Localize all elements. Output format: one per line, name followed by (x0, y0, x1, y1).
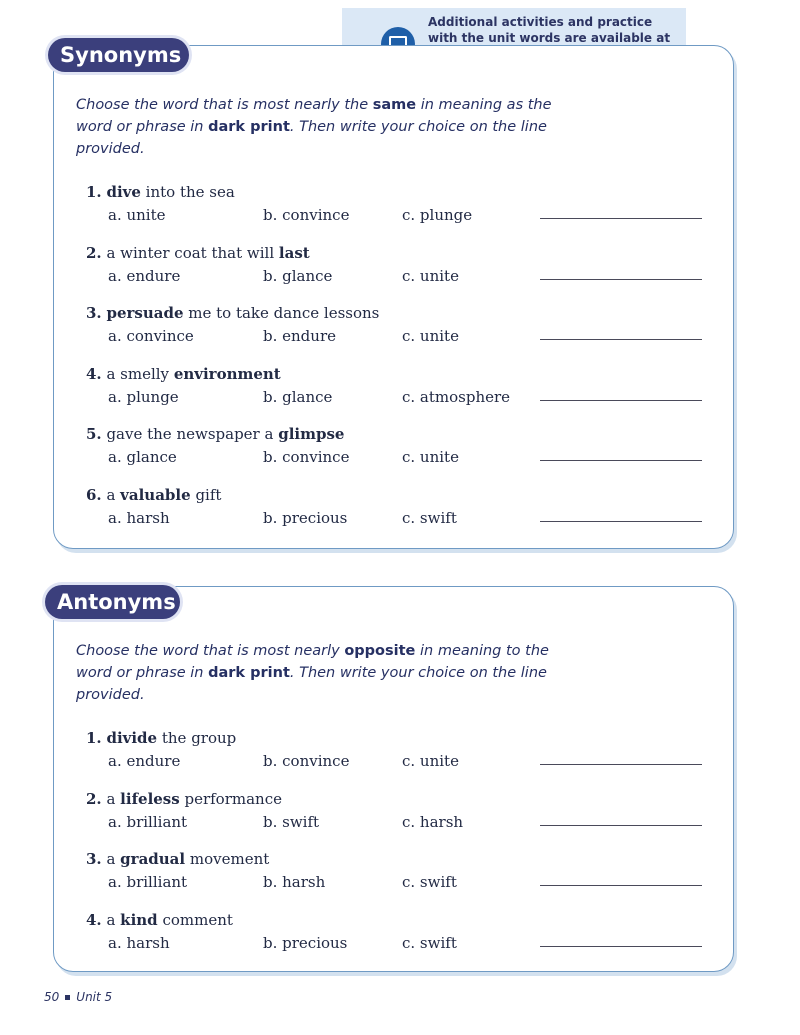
question-stem (86, 303, 379, 323)
question-number: 3. (86, 304, 102, 322)
keyword: gradual (120, 850, 186, 868)
keyword: glimpse (278, 425, 345, 443)
question-text-after: movement (185, 850, 270, 868)
choice-b[interactable]: b. swift (263, 812, 320, 831)
choice-b[interactable]: b. convince (263, 206, 350, 224)
question-number: 2. (86, 243, 102, 262)
question-text-before: a (106, 850, 121, 868)
page-footer (44, 990, 112, 1004)
question-number: 5. (86, 425, 102, 443)
choice-a[interactable]: a. endure (108, 266, 181, 285)
choice-a[interactable]: a. brilliant (108, 873, 188, 891)
question-text-after: gift (190, 485, 222, 504)
choice-c[interactable]: c. unite (402, 266, 459, 285)
keyword: environment (173, 364, 281, 383)
answer-line[interactable] (540, 521, 702, 522)
choice-a[interactable]: a. harsh (108, 933, 170, 952)
choice-c[interactable]: c. swift (402, 508, 457, 527)
choice-b[interactable]: b. glance (263, 266, 333, 285)
synonyms-question-3 (86, 303, 706, 349)
choice-c[interactable]: c. atmosphere (402, 387, 511, 406)
keyword: divide (106, 729, 158, 747)
choice-b[interactable]: b. precious (263, 933, 348, 952)
question-text-before: a winter coat that will (106, 243, 279, 262)
answer-line[interactable] (540, 460, 702, 461)
choice-a[interactable]: a. unite (108, 206, 166, 224)
question-stem (86, 364, 281, 384)
synonyms-instructions: Choose the word that is most nearly the same in meaning as the word or phrase in dark print. Then write your choice on the line provided. (76, 97, 552, 157)
question-stem (86, 182, 235, 202)
answer-line[interactable] (540, 218, 702, 219)
choice-c[interactable]: c. plunge (402, 206, 473, 224)
synonyms-question-1 (86, 182, 706, 228)
antonyms-instructions: Choose the word that is most nearly opposite in meaning to the word or phrase in dark print. Then write your choice on the line provided. (76, 643, 549, 703)
question-number: 1. (86, 183, 102, 201)
instruction-bold: dark print (208, 665, 290, 681)
unit-label: Unit 5 (76, 990, 113, 1004)
choice-b[interactable]: b. harsh (263, 873, 326, 891)
banner-line: Additional activities and practice (428, 15, 653, 29)
instruction-keyword: opposite (344, 643, 416, 659)
question-text-before: a (106, 789, 121, 808)
question-text-before: a smelly (106, 364, 174, 383)
question-text-after: the group (157, 729, 237, 747)
answer-line[interactable] (540, 825, 702, 826)
synonyms-title: Synonyms (48, 38, 189, 72)
question-number: 1. (86, 729, 102, 747)
keyword: lifeless (120, 789, 180, 808)
answer-line[interactable] (540, 400, 702, 401)
question-number: 2. (86, 789, 102, 808)
choice-c[interactable]: c. swift (402, 933, 457, 952)
question-text-after: me to take dance lessons (183, 304, 380, 322)
answer-line[interactable] (540, 946, 702, 947)
synonyms-question-6 (86, 485, 706, 531)
question-text-before: a (106, 910, 121, 929)
question-stem (86, 424, 344, 444)
synonyms-question-4 (86, 364, 706, 410)
choice-a[interactable]: a. glance (108, 448, 177, 466)
question-text-before: gave the newspaper a (106, 425, 279, 443)
answer-line[interactable] (540, 764, 702, 765)
answer-line[interactable] (540, 339, 702, 340)
choice-c[interactable]: c. swift (402, 873, 457, 891)
question-number: 3. (86, 850, 102, 868)
page-number: 50 (44, 990, 60, 1004)
choice-a[interactable]: a. plunge (108, 387, 179, 406)
choice-b[interactable]: b. endure (263, 327, 336, 345)
synonyms-question-2 (86, 243, 706, 289)
question-text-before: a (106, 485, 121, 504)
choice-c[interactable]: c. unite (402, 327, 459, 345)
antonyms-question-1 (86, 728, 706, 774)
antonyms-title: Antonyms (45, 585, 180, 619)
synonyms-question-5 (86, 424, 706, 470)
keyword: kind (120, 910, 158, 929)
question-stem (86, 485, 221, 505)
question-stem (86, 728, 236, 748)
choice-a[interactable]: a. harsh (108, 508, 170, 527)
antonyms-question-2 (86, 789, 706, 835)
antonyms-question-4 (86, 910, 706, 956)
choice-a[interactable]: a. convince (108, 327, 194, 345)
instruction-bold: dark print (208, 119, 290, 135)
choice-c[interactable]: c. unite (402, 448, 459, 466)
choice-b[interactable]: b. convince (263, 448, 350, 466)
answer-line[interactable] (540, 885, 702, 886)
choice-b[interactable]: b. glance (263, 387, 333, 406)
choice-c[interactable]: c. unite (402, 752, 459, 770)
keyword: valuable (120, 485, 191, 504)
separator-square (65, 995, 70, 1000)
question-number: 4. (86, 910, 102, 929)
choice-b[interactable]: b. precious (263, 508, 348, 527)
question-text-after: performance (179, 789, 282, 808)
antonyms-question-3 (86, 849, 706, 895)
question-stem (86, 243, 310, 263)
answer-line[interactable] (540, 279, 702, 280)
keyword: persuade (106, 304, 184, 322)
choice-a[interactable]: a. endure (108, 752, 181, 770)
question-stem (86, 789, 282, 809)
choice-c[interactable]: c. harsh (402, 812, 464, 831)
instruction-keyword: same (372, 97, 417, 113)
question-number: 4. (86, 364, 102, 383)
question-stem (86, 910, 233, 930)
question-stem (86, 849, 269, 869)
question-text-after: comment (157, 910, 233, 929)
question-text-after: into the sea (140, 183, 235, 201)
keyword: dive (106, 183, 141, 201)
keyword: last (278, 243, 310, 262)
choice-b[interactable]: b. convince (263, 752, 350, 770)
question-number: 6. (86, 485, 102, 504)
banner-line: with the unit words are available at (428, 31, 671, 45)
choice-a[interactable]: a. brilliant (108, 812, 188, 831)
